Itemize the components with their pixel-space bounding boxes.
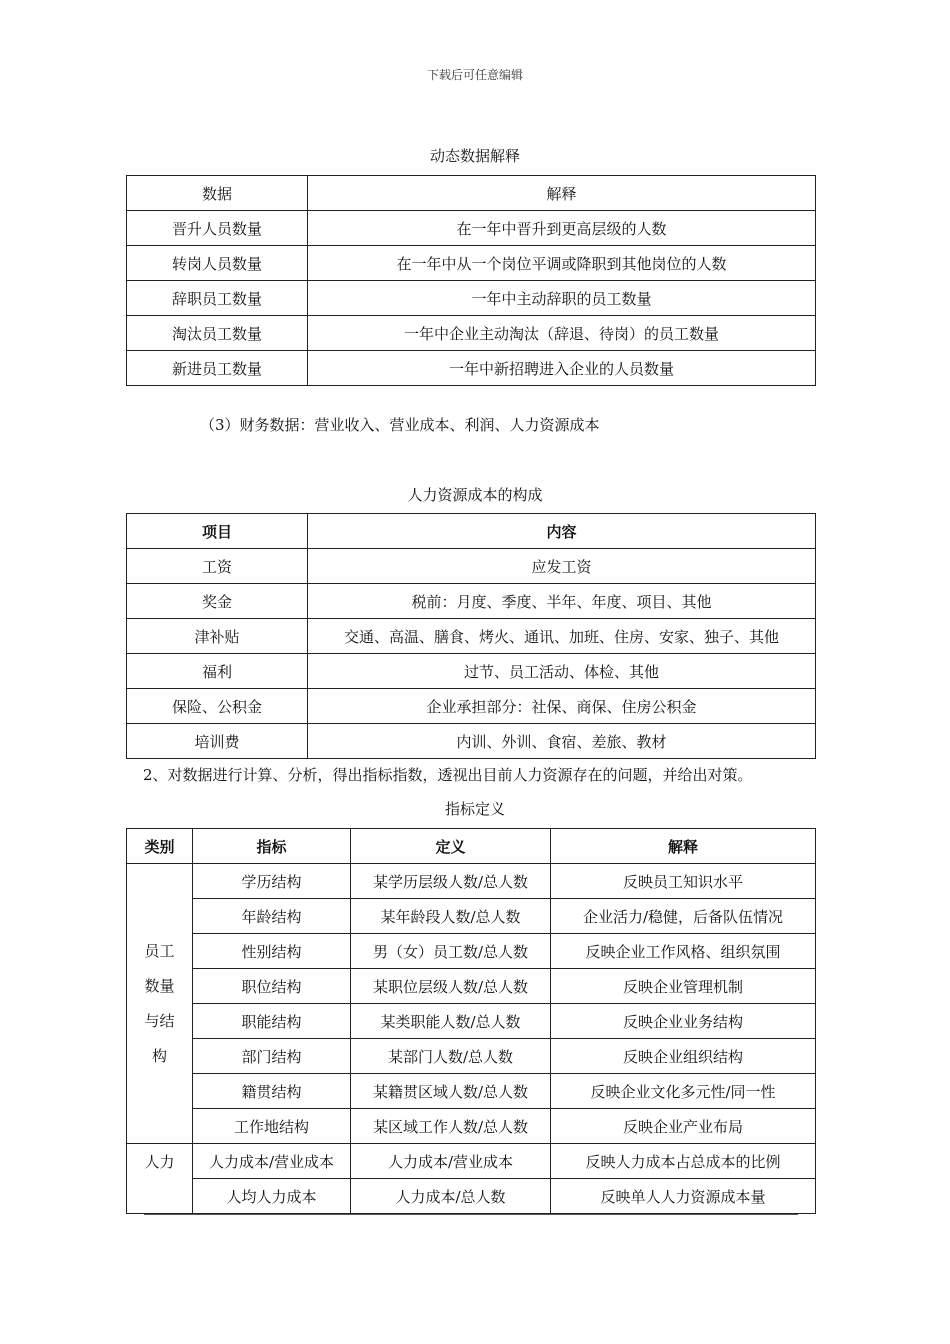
table2-caption: 人力资源成本的构成 <box>407 486 543 504</box>
table-cell: 新进员工数量 <box>127 351 308 386</box>
table-row <box>127 899 816 934</box>
table-cell: 某年龄段人数/总人数 <box>351 899 551 934</box>
table3-caption: 指标定义 <box>444 800 505 818</box>
table-cell: 培训费 <box>127 724 308 759</box>
table-cell: 某学历层级人数/总人数 <box>351 864 551 899</box>
table-cell: 晋升人员数量 <box>127 211 308 246</box>
table-cell: 某职位层级人数/总人数 <box>351 969 551 1004</box>
table-cell: 学历结构 <box>193 864 351 899</box>
table-cell: 转岗人员数量 <box>127 246 308 281</box>
hr-cost-table <box>126 513 816 759</box>
table-cell: 福利 <box>127 654 308 689</box>
table-cell: 某部门人数/总人数 <box>351 1039 551 1074</box>
column-header: 项目 <box>127 514 308 549</box>
table-row <box>127 619 816 654</box>
table1-caption: 动态数据解释 <box>429 147 520 165</box>
category-line: 员工 <box>144 941 175 960</box>
table-row <box>127 934 816 969</box>
table-row <box>127 246 816 281</box>
table-cell: 一年中企业主动淘汰（辞退、待岗）的员工数量 <box>308 316 816 351</box>
table-cell: 在一年中晋升到更高层级的人数 <box>308 211 816 246</box>
table-row <box>127 584 816 619</box>
table-header-row <box>127 514 816 549</box>
table-cell: 辞职员工数量 <box>127 281 308 316</box>
table-row <box>127 1109 816 1144</box>
table-cell: 人均人力成本 <box>193 1179 351 1214</box>
table-row <box>127 1039 816 1074</box>
column-header: 类别 <box>127 829 193 864</box>
indicator-definition-table <box>126 828 816 1214</box>
table-row <box>127 1074 816 1109</box>
table-row <box>127 654 816 689</box>
table-header-row <box>127 829 816 864</box>
table-cell: 淘汰员工数量 <box>127 316 308 351</box>
table-cell: 反映员工知识水平 <box>551 864 816 899</box>
table-cell: 人力成本/营业成本 <box>193 1144 351 1179</box>
dynamic-data-table <box>126 175 816 386</box>
category-line: 构 <box>151 1046 167 1065</box>
financial-data-paragraph: （3）财务数据：营业收入、营业成本、利润、人力资源成本 <box>200 416 600 434</box>
table-row <box>127 351 816 386</box>
table-row <box>127 549 816 584</box>
table-cell: 在一年中从一个岗位平调或降职到其他岗位的人数 <box>308 246 816 281</box>
table-row <box>127 281 816 316</box>
column-header: 解释 <box>308 176 816 211</box>
table-row <box>127 1144 816 1179</box>
table-row <box>127 724 816 759</box>
table-cell: 内训、外训、食宿、差旅、教材 <box>308 724 816 759</box>
table-cell: 工资 <box>127 549 308 584</box>
table-cell: 工作地结构 <box>193 1109 351 1144</box>
table-cell: 反映企业组织结构 <box>551 1039 816 1074</box>
table-cell: 某区域工作人数/总人数 <box>351 1109 551 1144</box>
table-cell: 税前：月度、季度、半年、年度、项目、其他 <box>308 584 816 619</box>
table-cell: 反映企业产业布局 <box>551 1109 816 1144</box>
table-row <box>127 316 816 351</box>
table-cell: 企业承担部分：社保、商保、住房公积金 <box>308 689 816 724</box>
header-note: 下载后可任意编辑 <box>426 68 523 82</box>
category-line: 数量 <box>144 976 175 995</box>
table-cell: 反映企业工作风格、组织氛围 <box>551 934 816 969</box>
table-cell: 职能结构 <box>193 1004 351 1039</box>
table-cell: 交通、高温、膳食、烤火、通讯、加班、住房、安家、独子、其他 <box>308 619 816 654</box>
table-row <box>127 689 816 724</box>
table-cell: 部门结构 <box>193 1039 351 1074</box>
table-cell: 人力成本/总人数 <box>351 1179 551 1214</box>
table-cell: 反映企业业务结构 <box>551 1004 816 1039</box>
category-line: 与结 <box>144 1011 175 1030</box>
table-cell: 职位结构 <box>193 969 351 1004</box>
table-cell: 保险、公积金 <box>127 689 308 724</box>
category-cell: 人力 <box>127 1144 193 1214</box>
table-cell: 津补贴 <box>127 619 308 654</box>
footer-divider <box>144 1214 798 1215</box>
column-header: 定义 <box>351 829 551 864</box>
table-cell: 奖金 <box>127 584 308 619</box>
table-cell: 反映企业文化多元性/同一性 <box>551 1074 816 1109</box>
table-cell: 过节、员工活动、体检、其他 <box>308 654 816 689</box>
table-row <box>127 211 816 246</box>
table-row <box>127 969 816 1004</box>
table-cell: 性别结构 <box>193 934 351 969</box>
table-header-row <box>127 176 816 211</box>
table-cell: 反映企业管理机制 <box>551 969 816 1004</box>
category-cell <box>127 864 193 1144</box>
table-cell: 年龄结构 <box>193 899 351 934</box>
table-cell: 反映单人人力资源成本量 <box>551 1179 816 1214</box>
table-cell: 某类职能人数/总人数 <box>351 1004 551 1039</box>
table-row <box>127 864 816 899</box>
table-row <box>127 1179 816 1214</box>
table-cell: 男（女）员工数/总人数 <box>351 934 551 969</box>
table-cell: 籍贯结构 <box>193 1074 351 1109</box>
table-row <box>127 1004 816 1039</box>
table-cell: 一年中主动辞职的员工数量 <box>308 281 816 316</box>
table-cell: 企业活力/稳健，后备队伍情况 <box>551 899 816 934</box>
table-cell: 反映人力成本占总成本的比例 <box>551 1144 816 1179</box>
table-cell: 人力成本/营业成本 <box>351 1144 551 1179</box>
table-cell: 一年中新招聘进入企业的人员数量 <box>308 351 816 386</box>
column-header: 解释 <box>551 829 816 864</box>
table-cell: 某籍贯区域人数/总人数 <box>351 1074 551 1109</box>
table-cell: 应发工资 <box>308 549 816 584</box>
step2-paragraph: 2、对数据进行计算、分析，得出指标指数，透视出目前人力资源存在的问题，并给出对策。 <box>143 766 753 784</box>
column-header: 数据 <box>127 176 308 211</box>
column-header: 指标 <box>193 829 351 864</box>
column-header: 内容 <box>308 514 816 549</box>
